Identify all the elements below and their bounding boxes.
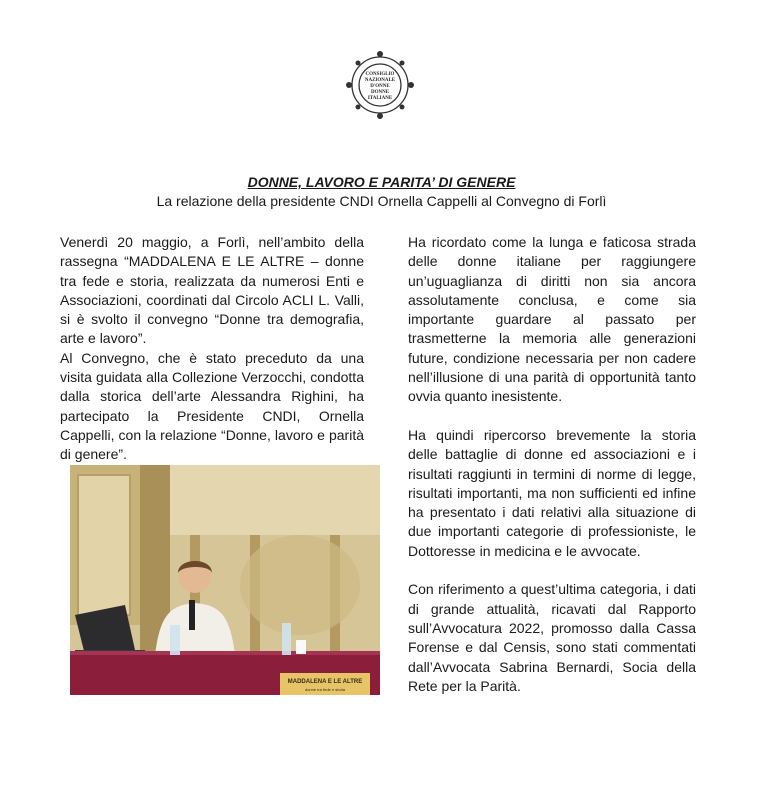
- seal-line-5: ITALIANE: [367, 96, 393, 101]
- seal-line-1: CONSIGLIO: [365, 72, 395, 77]
- right-column: [408, 233, 696, 696]
- paragraph: Ha ricordato come la lunga e faticosa strada delle donne italiane per raggiungere un’uguaglianza di diritti non sia ancora assolutamente conclusa, e come sia importante guardare al passato per trasmetterne la memoria alle generazioni future, condizione necessaria per non cadere nell’illusione di una parità di opportunità tanto ovvia quanto inesistente.: [408, 234, 696, 405]
- article-subtitle: La relazione della presidente CNDI Ornella Cappelli al Convegno di Forlì: [156, 193, 607, 209]
- cndi-seal-icon: [341, 50, 419, 120]
- paragraph: Venerdì 20 maggio, a Forlì, nell’ambito della rassegna “MADDALENA E LE ALTRE – donne tra fede e storia, realizzata da numerosi Enti e Associazioni, coordinati dal Circolo ACLI L. Valli, si è svolto il convegno “Donne tra demografia, arte e lavoro”.: [60, 234, 364, 347]
- banner-subtext: donne tra fede e storia: [304, 687, 346, 692]
- left-column: [60, 233, 364, 465]
- conference-photo-icon: [70, 465, 380, 695]
- seal-line-2: NAZIONALE: [364, 78, 396, 83]
- paragraph: Al Convegno, che è stato preceduto da una visita guidata alla Collezione Verzocchi, condotta dalla storica dell’arte Alessandra Righini, ha partecipato la Presidente CNDI, Ornella Cappelli, con la relazione “Donne, lavoro e parità di genere”.: [60, 349, 364, 463]
- banner-text: MADDALENA E LE ALTRE: [287, 679, 363, 685]
- paragraph: Ha quindi ripercorso brevemente la storia delle battaglie di donne ed associazioni e i risultati raggiunti in termini di norme di legge, risultati importanti, ma non sufficienti ed infine ha presentato i dati relativi alla situazione di due importanti categorie di professioniste, le Dottoresse in medicina e le avvocate.: [408, 426, 696, 559]
- seal-line-3: D'ONNE: [370, 84, 390, 89]
- seal-line-4: DONNE: [370, 90, 390, 95]
- article-title: DONNE, LAVORO E PARITA’ DI GENERE: [247, 174, 516, 190]
- paragraph: Con riferimento a quest’ultima categoria, i dati di grande attualità, ricavati dal Rapporto sull’Avvocatura 2022, promosso dalla Cassa Forense e dal Censis, sono stati commentati dall’Avvocata Sabrina Bernardi, Socia della Rete per la Parità.: [408, 581, 696, 694]
